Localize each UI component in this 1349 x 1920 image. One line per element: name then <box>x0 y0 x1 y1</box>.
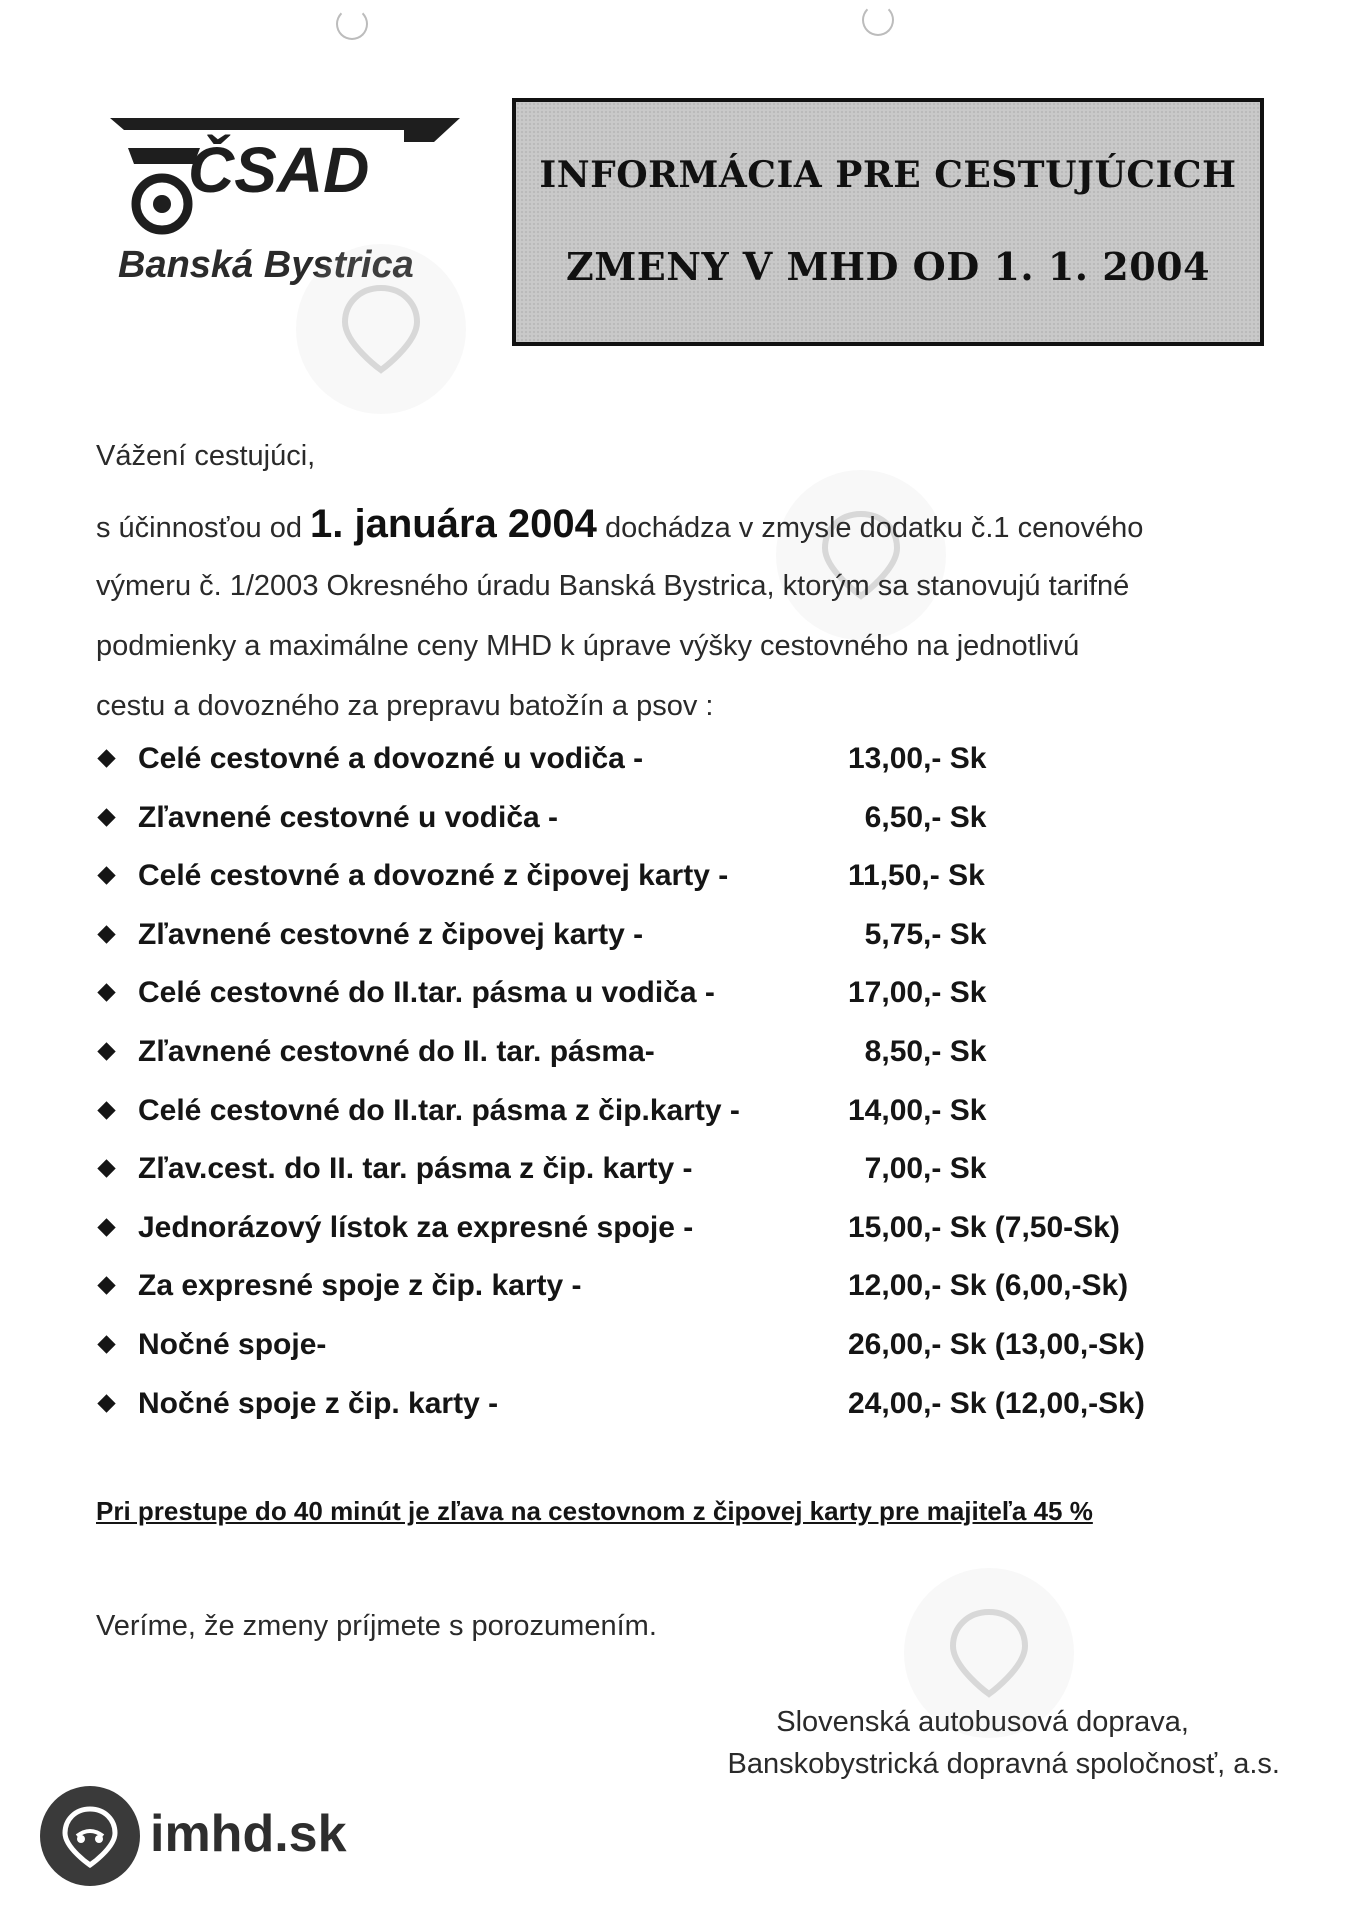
fare-price: 15,00,- Sk (7,50-Sk) <box>848 1210 1120 1244</box>
bullet-diamond-icon <box>97 749 115 767</box>
fare-price: 8,50,- Sk <box>848 1034 987 1068</box>
intro-text-before: s účinnosťou od 1. januára 2004 dochádza v zmysle dodatku č.1 cenového <box>96 502 1144 546</box>
fare-label: Celé cestovné a dovozné u vodiča - <box>138 742 644 775</box>
fare-row <box>100 976 1240 1035</box>
fare-price: 13,00,- Sk <box>848 742 987 775</box>
fare-label: Nočné spoje z čip. karty - <box>138 1386 499 1420</box>
intro-line-4: cestu a dovozného za prepravu batožín a psov : <box>96 690 714 722</box>
bullet-diamond-icon <box>97 1101 115 1119</box>
imhd-wordmark: imhd.sk <box>150 1805 347 1863</box>
fare-row <box>100 1328 1240 1387</box>
watermark-middle <box>776 470 946 640</box>
fare-row <box>100 1035 1240 1094</box>
fare-row <box>100 1387 1240 1446</box>
bullet-diamond-icon <box>97 1218 115 1236</box>
logo-brand: ČSAD <box>188 134 370 206</box>
fare-price: 26,00,- Sk (13,00,-Sk) <box>848 1327 1145 1361</box>
fare-row <box>100 918 1240 977</box>
fare-label: Celé cestovné a dovozné z čipovej karty - <box>138 859 729 893</box>
fare-price: 14,00,- Sk <box>848 1093 987 1127</box>
bullet-diamond-icon <box>97 808 115 826</box>
fare-label: Zľav.cest. do II. tar. pásma z čip. karty - <box>138 1152 693 1186</box>
punch-hole-right <box>862 4 894 36</box>
punch-hole-left <box>336 8 368 40</box>
closing-line: Veríme, že zmeny príjmete s porozumením. <box>96 1610 657 1642</box>
fare-price: 6,50,- Sk <box>848 800 987 834</box>
fare-label: Zľavnené cestovné do II. tar. pásma- <box>138 1034 655 1068</box>
logo-city: Banská Bystrica <box>118 244 414 286</box>
signature-line-2: Banskobystrická dopravná spoločnosť, a.s. <box>727 1748 1280 1780</box>
fare-price: 5,75,- Sk <box>848 917 987 951</box>
fare-price: 7,00,- Sk <box>848 1152 987 1186</box>
imhd-watermark-icon <box>949 1608 1029 1698</box>
bullet-diamond-icon <box>97 1335 115 1353</box>
fare-price: 17,00,- Sk <box>848 976 987 1010</box>
bullet-diamond-icon <box>97 1159 115 1177</box>
bullet-diamond-icon <box>97 925 115 943</box>
bullet-diamond-icon <box>97 1277 115 1295</box>
fare-label: Nočné spoje- <box>138 1327 327 1361</box>
fare-row <box>100 1152 1240 1211</box>
fare-label: Zľavnené cestovné z čipovej karty - <box>138 917 644 951</box>
bullet-diamond-icon <box>97 984 115 1002</box>
fare-row <box>100 742 1240 801</box>
intro-line-1 <box>96 502 1284 547</box>
fare-row <box>100 859 1240 918</box>
header-subtitle: ZMENY V MHD OD 1. 1. 2004 <box>565 244 1211 289</box>
watermark-top <box>296 244 466 414</box>
fare-row <box>100 1211 1240 1270</box>
fare-price: 24,00,- Sk (12,00,-Sk) <box>848 1386 1145 1420</box>
imhd-logo-icon <box>40 1786 140 1886</box>
fare-row <box>100 1094 1240 1153</box>
fare-label: Za expresné spoje z čip. karty - <box>138 1269 582 1303</box>
fare-label: Zľavnené cestovné u vodiča - <box>138 800 559 834</box>
greeting: Vážení cestujúci, <box>96 440 316 472</box>
fare-row <box>100 1269 1240 1328</box>
fare-list <box>100 742 1240 1445</box>
bullet-diamond-icon <box>97 1042 115 1060</box>
signature-line-1: Slovenská autobusová doprava, <box>776 1706 1189 1738</box>
transfer-discount-note: Pri prestupe do 40 minút je zľava na cestovnom z čipovej karty pre majiteľa 45 % <box>96 1496 1093 1526</box>
intro-line-3: podmienky a maximálne ceny MHD k úprave výšky cestovného na jednotlivú <box>96 630 1080 662</box>
fare-row <box>100 801 1240 860</box>
csad-wing-icon <box>104 108 472 238</box>
fare-price: 11,50,- Sk <box>848 859 985 893</box>
header-title: INFORMÁCIA PRE CESTUJÚCICH <box>539 154 1237 196</box>
imhd-watermark-icon <box>341 284 421 374</box>
intro-line-2: výmeru č. 1/2003 Okresného úradu Banská Bystrica, ktorým sa stanovujú tarifné <box>96 570 1130 602</box>
fare-label: Celé cestovné do II.tar. pásma z čip.karty - <box>138 1093 740 1127</box>
fare-label: Jednorázový lístok za expresné spoje - <box>138 1210 694 1244</box>
effective-date: 1. januára 2004 <box>310 502 597 546</box>
fare-label: Celé cestovné do II.tar. pásma u vodiča - <box>138 976 715 1010</box>
header-box <box>512 98 1264 346</box>
bullet-diamond-icon <box>97 866 115 884</box>
bullet-diamond-icon <box>97 1394 115 1412</box>
fare-price: 12,00,- Sk (6,00,-Sk) <box>848 1269 1129 1303</box>
